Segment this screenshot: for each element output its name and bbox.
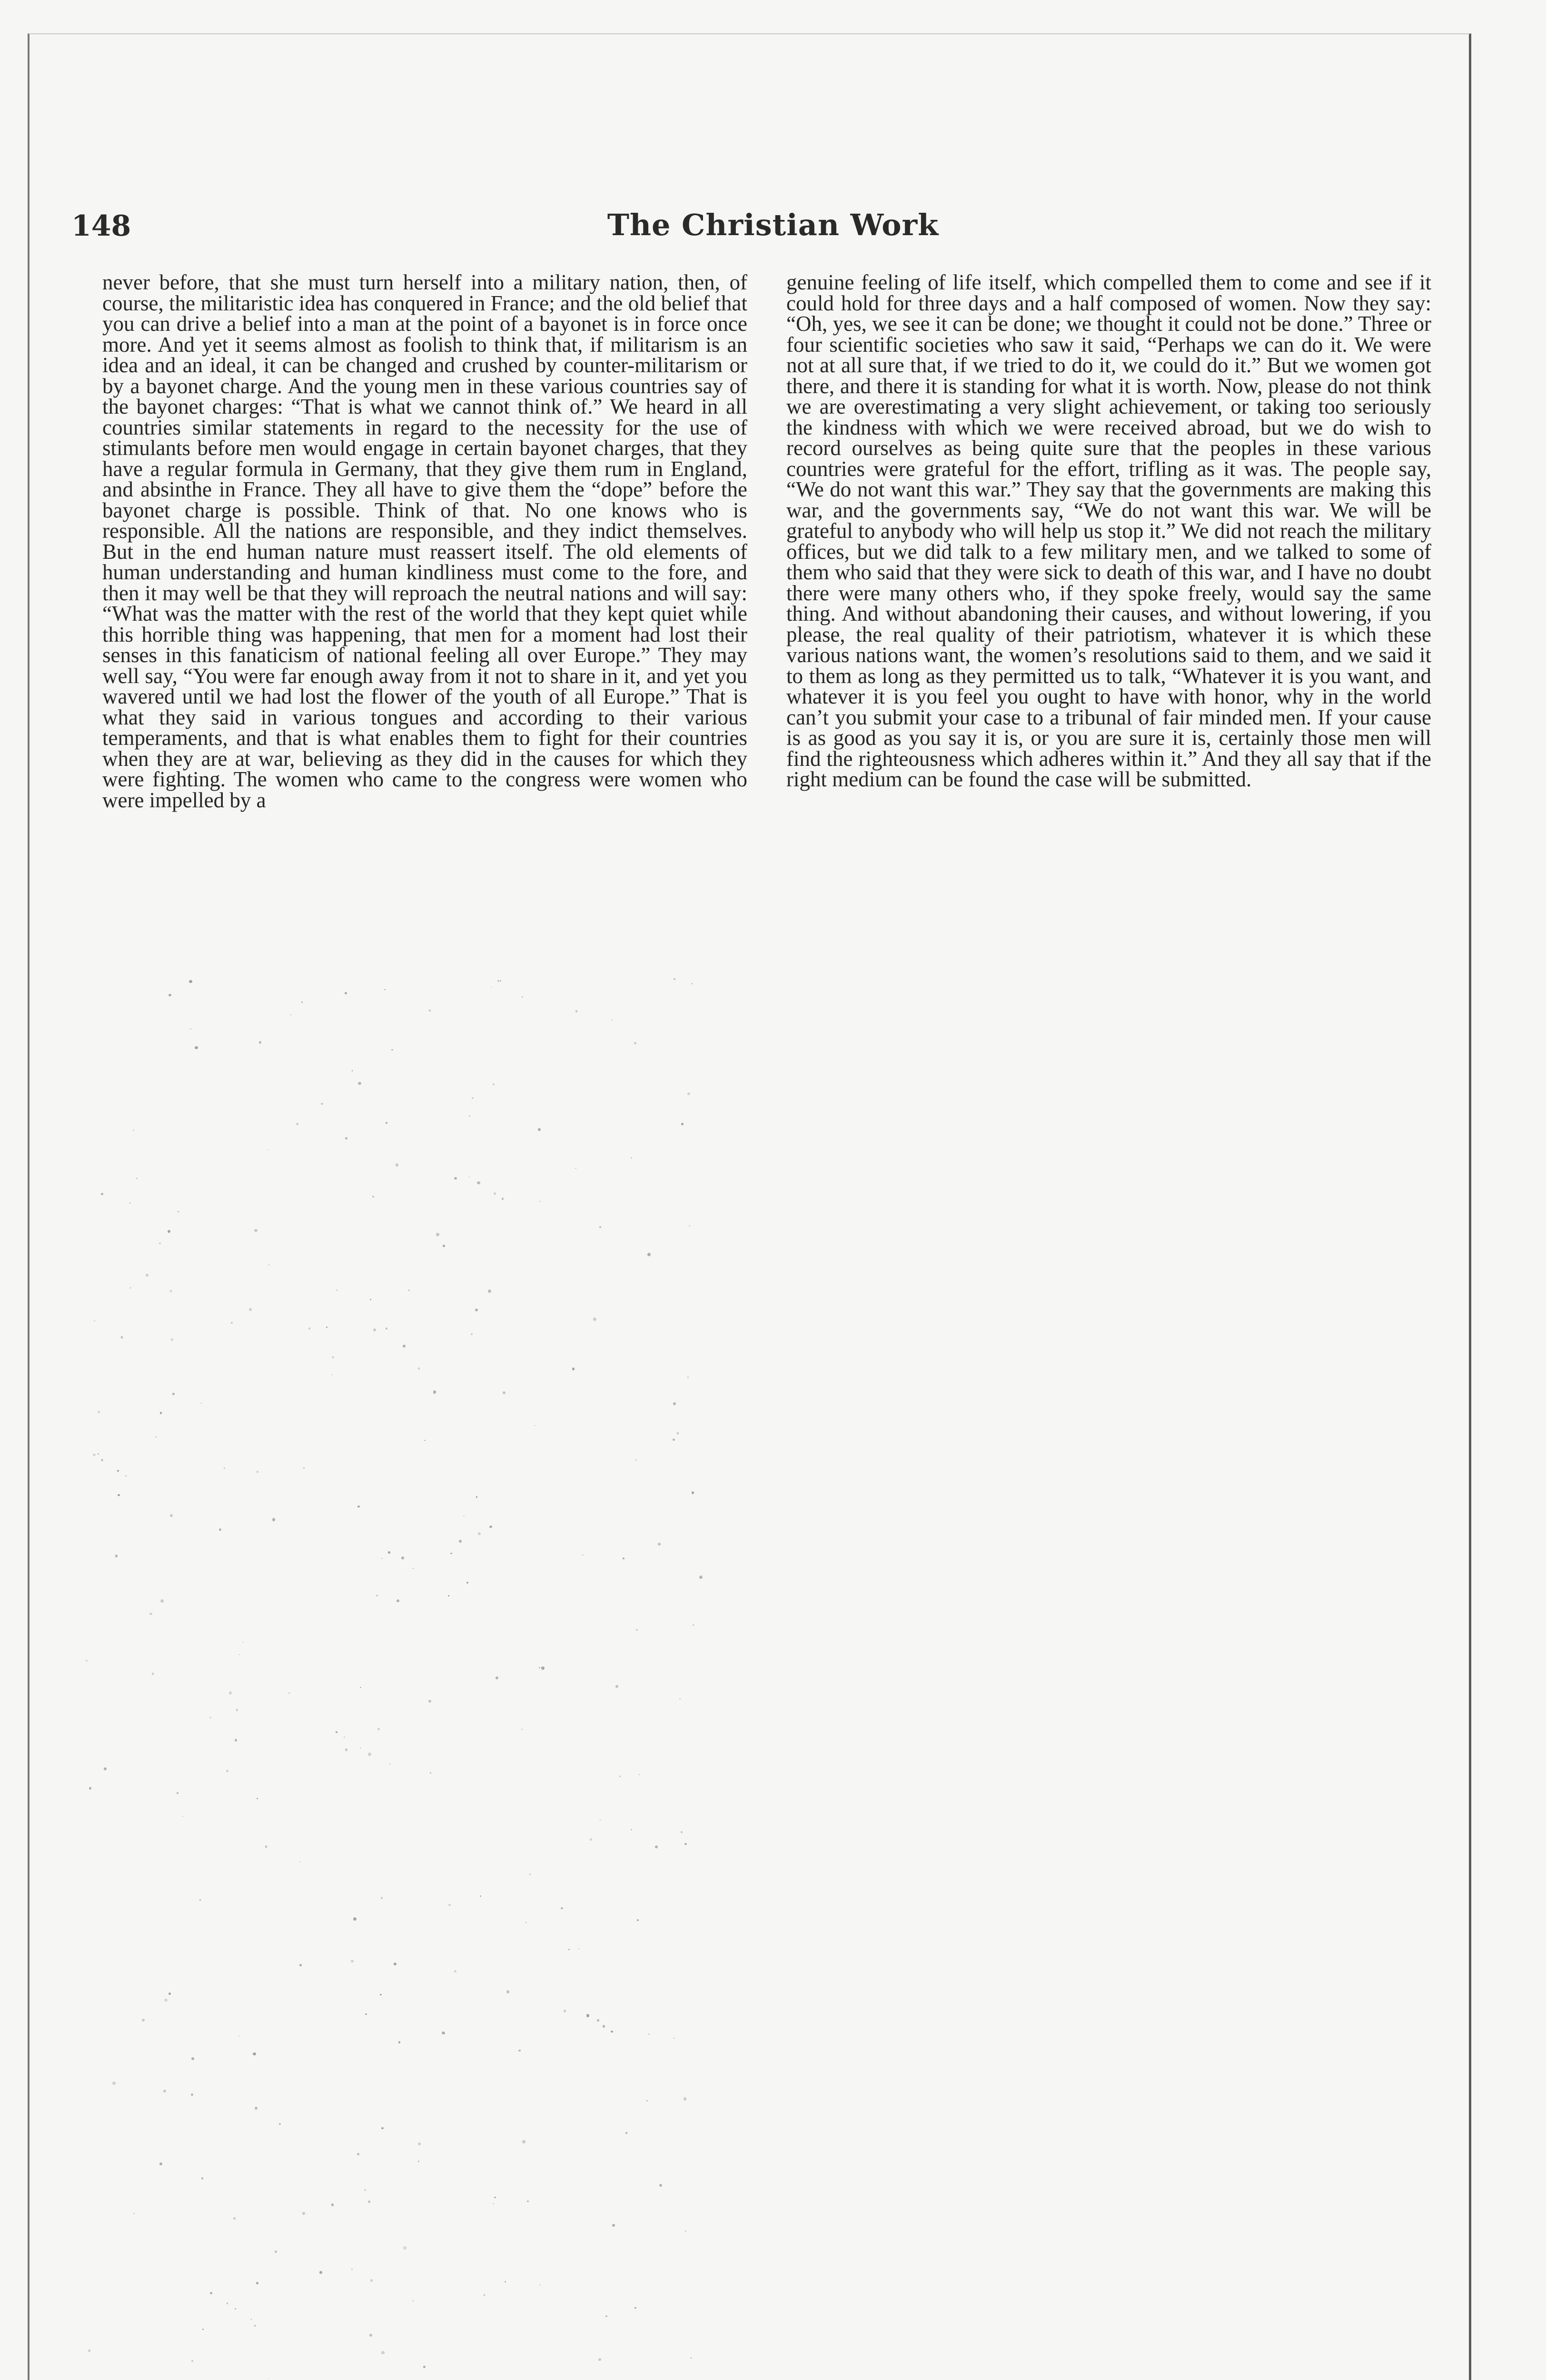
scan-speck [690, 2357, 692, 2359]
scan-speck [463, 1516, 464, 1517]
scan-speck [647, 1253, 651, 1256]
scan-speck [659, 2184, 662, 2187]
scan-speck [370, 1299, 371, 1300]
scan-speck [233, 2217, 235, 2219]
scan-speck [345, 1748, 347, 1751]
scan-speck [249, 1308, 252, 1311]
scan-speck [561, 1907, 563, 1909]
scan-speck [89, 1787, 92, 1790]
scan-speck [118, 1494, 119, 1496]
scan-speck [611, 2031, 613, 2033]
scan-speck [679, 1698, 680, 1699]
scan-speck [209, 1717, 211, 1719]
scan-speck [98, 1411, 100, 1413]
scan-speck [288, 1693, 289, 1694]
scan-speck [459, 1540, 462, 1543]
scan-speck [146, 1274, 149, 1277]
scan-speck [612, 1020, 613, 1021]
scan-speck [684, 1843, 686, 1845]
scan-speck [351, 2269, 353, 2270]
scan-speck [236, 1709, 238, 1711]
scan-speck [593, 1318, 596, 1321]
scan-speck [689, 1225, 690, 1227]
scan-speck [159, 1242, 161, 1244]
scan-speck [428, 1700, 431, 1703]
scan-speck [170, 1514, 173, 1517]
scan-speck [164, 1999, 167, 2002]
running-head: The Christian Work [607, 208, 939, 242]
scan-speck [418, 2161, 419, 2162]
scan-speck [257, 1798, 258, 1799]
scan-speck [391, 1049, 393, 1051]
scan-speck [396, 1163, 398, 1166]
scan-speck [299, 1964, 302, 1966]
scan-speck [129, 1202, 130, 1203]
scan-speck [357, 2153, 359, 2155]
scan-speck [168, 1230, 170, 1233]
scan-speck [255, 2107, 258, 2110]
scan-speck [160, 1412, 162, 1414]
scan-speck [648, 2033, 650, 2035]
scan-speck [190, 1028, 191, 1029]
text-column-left: never before, that she must turn herself into a military nation, then, of course, the militaristic idea has conquered in France; and the old belief that you can drive a belief into a man at the point of a bayonet is in force once more. And yet it seems almost as foolish to think that, if militarism is an idea and an ideal, it can be changed and crushed by counter-militarism or by a bayonet charge. And the young men in these various countries say of the bayonet charges: “That is what we cannot think of.” We heard in all countries similar statements in regard to the necessity for the use of stimulants before men would engage in certain bayonet charges, that they have a regular formula in Germany, that they give them rum in England, and absinthe in France. They all have to give them the “dope” before the bayonet charge is possible. Think of that. No one knows who is responsible. All the nations are responsible, and they indict themselves. But in the end human nature must reassert itself. The old elements of human understanding and human kindliness must come to the fore, and then it may well be that they will reproach the neutral nations and will say: “What was the matter with the rest of the world that they kept quiet while this horrible thing was happening, that men for a moment had lost their senses in this fanaticism of national feeling all over Europe.” They may well say, “You were far enough away from it not to share in it, and yet you wavered until we had lost the flower of the youth of all Europe.” That is what they said in various tongues and according to their various temperaments, and that is what enables them to fight for their countries when they are at war, believing as they did in the causes for which they were fighting. The women who came to the congress were women who were impelled by a [102, 270, 747, 812]
scan-speck [364, 2189, 366, 2191]
scan-speck [522, 996, 523, 998]
scan-speck [692, 1491, 694, 1494]
scan-speck [115, 1555, 118, 1557]
scan-speck [389, 1763, 391, 1765]
scan-speck [101, 1459, 103, 1461]
scan-speck [575, 1168, 576, 1169]
scan-speck [308, 1328, 310, 1329]
scan-speck [345, 992, 347, 994]
scan-speck [484, 2294, 485, 2295]
scan-speck [133, 2213, 134, 2214]
scan-speck [655, 1845, 658, 1848]
scan-speck [454, 1177, 456, 1180]
scan-speck [469, 1115, 470, 1116]
scan-speck [489, 1526, 492, 1528]
scan-speck [692, 983, 693, 984]
scan-speck [450, 1553, 452, 1554]
scan-speck [597, 2019, 599, 2022]
scan-speck [112, 2082, 116, 2085]
scan-speck [152, 1673, 154, 1675]
scan-speck [353, 1917, 357, 1921]
scan-speck [239, 1654, 240, 1655]
text-column-right: genuine feeling of life itself, which compelled them to come and see if it could hold for three days and a half composed of women. Now they say: “Oh, yes, we see it can be done; we thought it could not be done.” Three or four scientific societies who saw it said, “Perhaps we can do it. We were not at all sure that, if we tried to do it, we could do it.” But we women got there, and there it is standing for what it is worth. Now, please do not think we are overestimating a very slight achievement, or taking too seriously the kindness with which we were received abroad, but we do wish to record ourselves as being quite sure that the peoples in these various countries were grateful for the effort, trifling as it was. The people say, “We do not want this war.” They say that the governments are making this war, and the governments say, “We do not want this war. We will be grateful to anybody who will help us stop it.” We did not reach the military offices, but we did talk to a few military men, and we talked to some of them who said that they were sick to death of this war, and I have no doubt there were many others who, if they spoke freely, would say the same thing. And without abandoning their causes, and without lowering, if you please, the real quality of their patriotism, whatever it is which these various nations want, the women’s resolutions said to them, and we said it to them as long as they permitted us to talk, “Whatever it is you want, and whatever it is you feel you ought to have with honor, why in the world can’t you submit your case to a tribunal of fair minded men. If your cause is as good as you say it is, or you are sure it is, certainly those men will find the righteousness which adheres within it.” And they all say that if the right medium can be found the case will be submitted. [786, 270, 1431, 791]
scan-speck [189, 980, 192, 983]
scan-speck [251, 2319, 252, 2320]
scan-speck [590, 1838, 592, 1841]
scan-speck [142, 2019, 145, 2022]
scan-speck [168, 994, 171, 997]
scan-speck [685, 2231, 686, 2232]
scan-speck [210, 2292, 212, 2294]
scan-speck [631, 1157, 632, 1159]
scan-speck [257, 1471, 258, 1473]
scan-speck [540, 2284, 541, 2285]
scan-speck [170, 1290, 172, 1292]
scan-speck [494, 1192, 496, 1195]
scan-speck [454, 1970, 456, 1973]
scan-speck [503, 1391, 505, 1394]
scan-speck [238, 2035, 240, 2037]
scan-speck [505, 2281, 506, 2282]
scan-speck [398, 2041, 401, 2043]
scan-speck [394, 1963, 396, 1965]
scan-speck [345, 1137, 347, 1140]
scan-speck [336, 1731, 337, 1733]
scan-speck [502, 1198, 504, 1200]
scan-speck [506, 1990, 510, 1993]
scan-speck [693, 1625, 694, 1626]
scan-speck [381, 2351, 385, 2354]
scan-speck [448, 1904, 450, 1906]
scan-speck [430, 1772, 431, 1774]
scan-speck [331, 2203, 334, 2206]
scan-speck [98, 1453, 99, 1455]
scan-speck [360, 1687, 361, 1688]
scan-speck [476, 1496, 477, 1497]
scan-speck [401, 1557, 404, 1559]
page-number: 148 [71, 209, 131, 243]
scan-speck [418, 1368, 420, 1369]
scan-speck [637, 1919, 639, 1921]
scan-speck [646, 2100, 647, 2101]
scan-speck [603, 2025, 605, 2027]
scan-speck [639, 1774, 640, 1775]
scan-speck [681, 1831, 683, 1833]
scan-speck [104, 1767, 107, 1770]
scan-speck [182, 1816, 183, 1817]
scan-speck [433, 1390, 436, 1393]
scan-speck [275, 2251, 277, 2253]
scan-speck [623, 1557, 624, 1559]
scan-speck [480, 1895, 481, 1897]
scan-speck [191, 2093, 193, 2096]
scan-speck [368, 1753, 371, 1756]
scan-speck [429, 1010, 431, 1012]
scan-speck [582, 1555, 583, 1556]
scan-speck [488, 1289, 491, 1293]
scan-speck [612, 2224, 615, 2227]
scan-speck [413, 2300, 414, 2301]
scan-speck [302, 2212, 305, 2215]
scan-speck [388, 1551, 390, 1553]
scan-speck [699, 1576, 703, 1579]
scan-speck [674, 978, 675, 980]
scan-speck [231, 1322, 233, 1324]
scan-speck [301, 1002, 303, 1003]
scan-speck [599, 1226, 601, 1228]
scan-speck [658, 1543, 661, 1546]
scan-speck [319, 2271, 322, 2274]
scan-speck [253, 2053, 256, 2055]
scan-speck [448, 1595, 449, 1596]
scan-speck [326, 1327, 328, 1329]
scan-speck [191, 2360, 193, 2362]
scan-speck [436, 1233, 439, 1236]
scan-speck [572, 1368, 575, 1370]
scan-speck [522, 2140, 525, 2143]
scan-speck [191, 2057, 194, 2060]
scan-speck [229, 1691, 232, 1695]
scan-speck [168, 1993, 171, 1995]
scan-speck [538, 1128, 541, 1131]
scan-speck [235, 1739, 237, 1741]
scan-speck [442, 2032, 445, 2035]
scan-speck [254, 2325, 256, 2327]
scan-speck [687, 1377, 689, 1378]
scan-speck [160, 1599, 164, 1603]
scan-speck [500, 980, 501, 982]
scan-speck [235, 2308, 236, 2310]
scan-speck [268, 2378, 269, 2379]
scan-speck [677, 1432, 679, 1434]
scan-speck [681, 1123, 683, 1125]
scan-speck [195, 1046, 198, 1050]
scan-speck [136, 1178, 138, 1179]
scan-speck [365, 2013, 367, 2015]
scan-speck [564, 2010, 566, 2012]
scan-speck [93, 1454, 95, 1456]
scan-speck [370, 2279, 373, 2281]
scan-speck [117, 1470, 119, 1472]
scan-speck [491, 987, 492, 988]
scan-speck [254, 1229, 257, 1232]
scan-speck [472, 1097, 474, 1099]
